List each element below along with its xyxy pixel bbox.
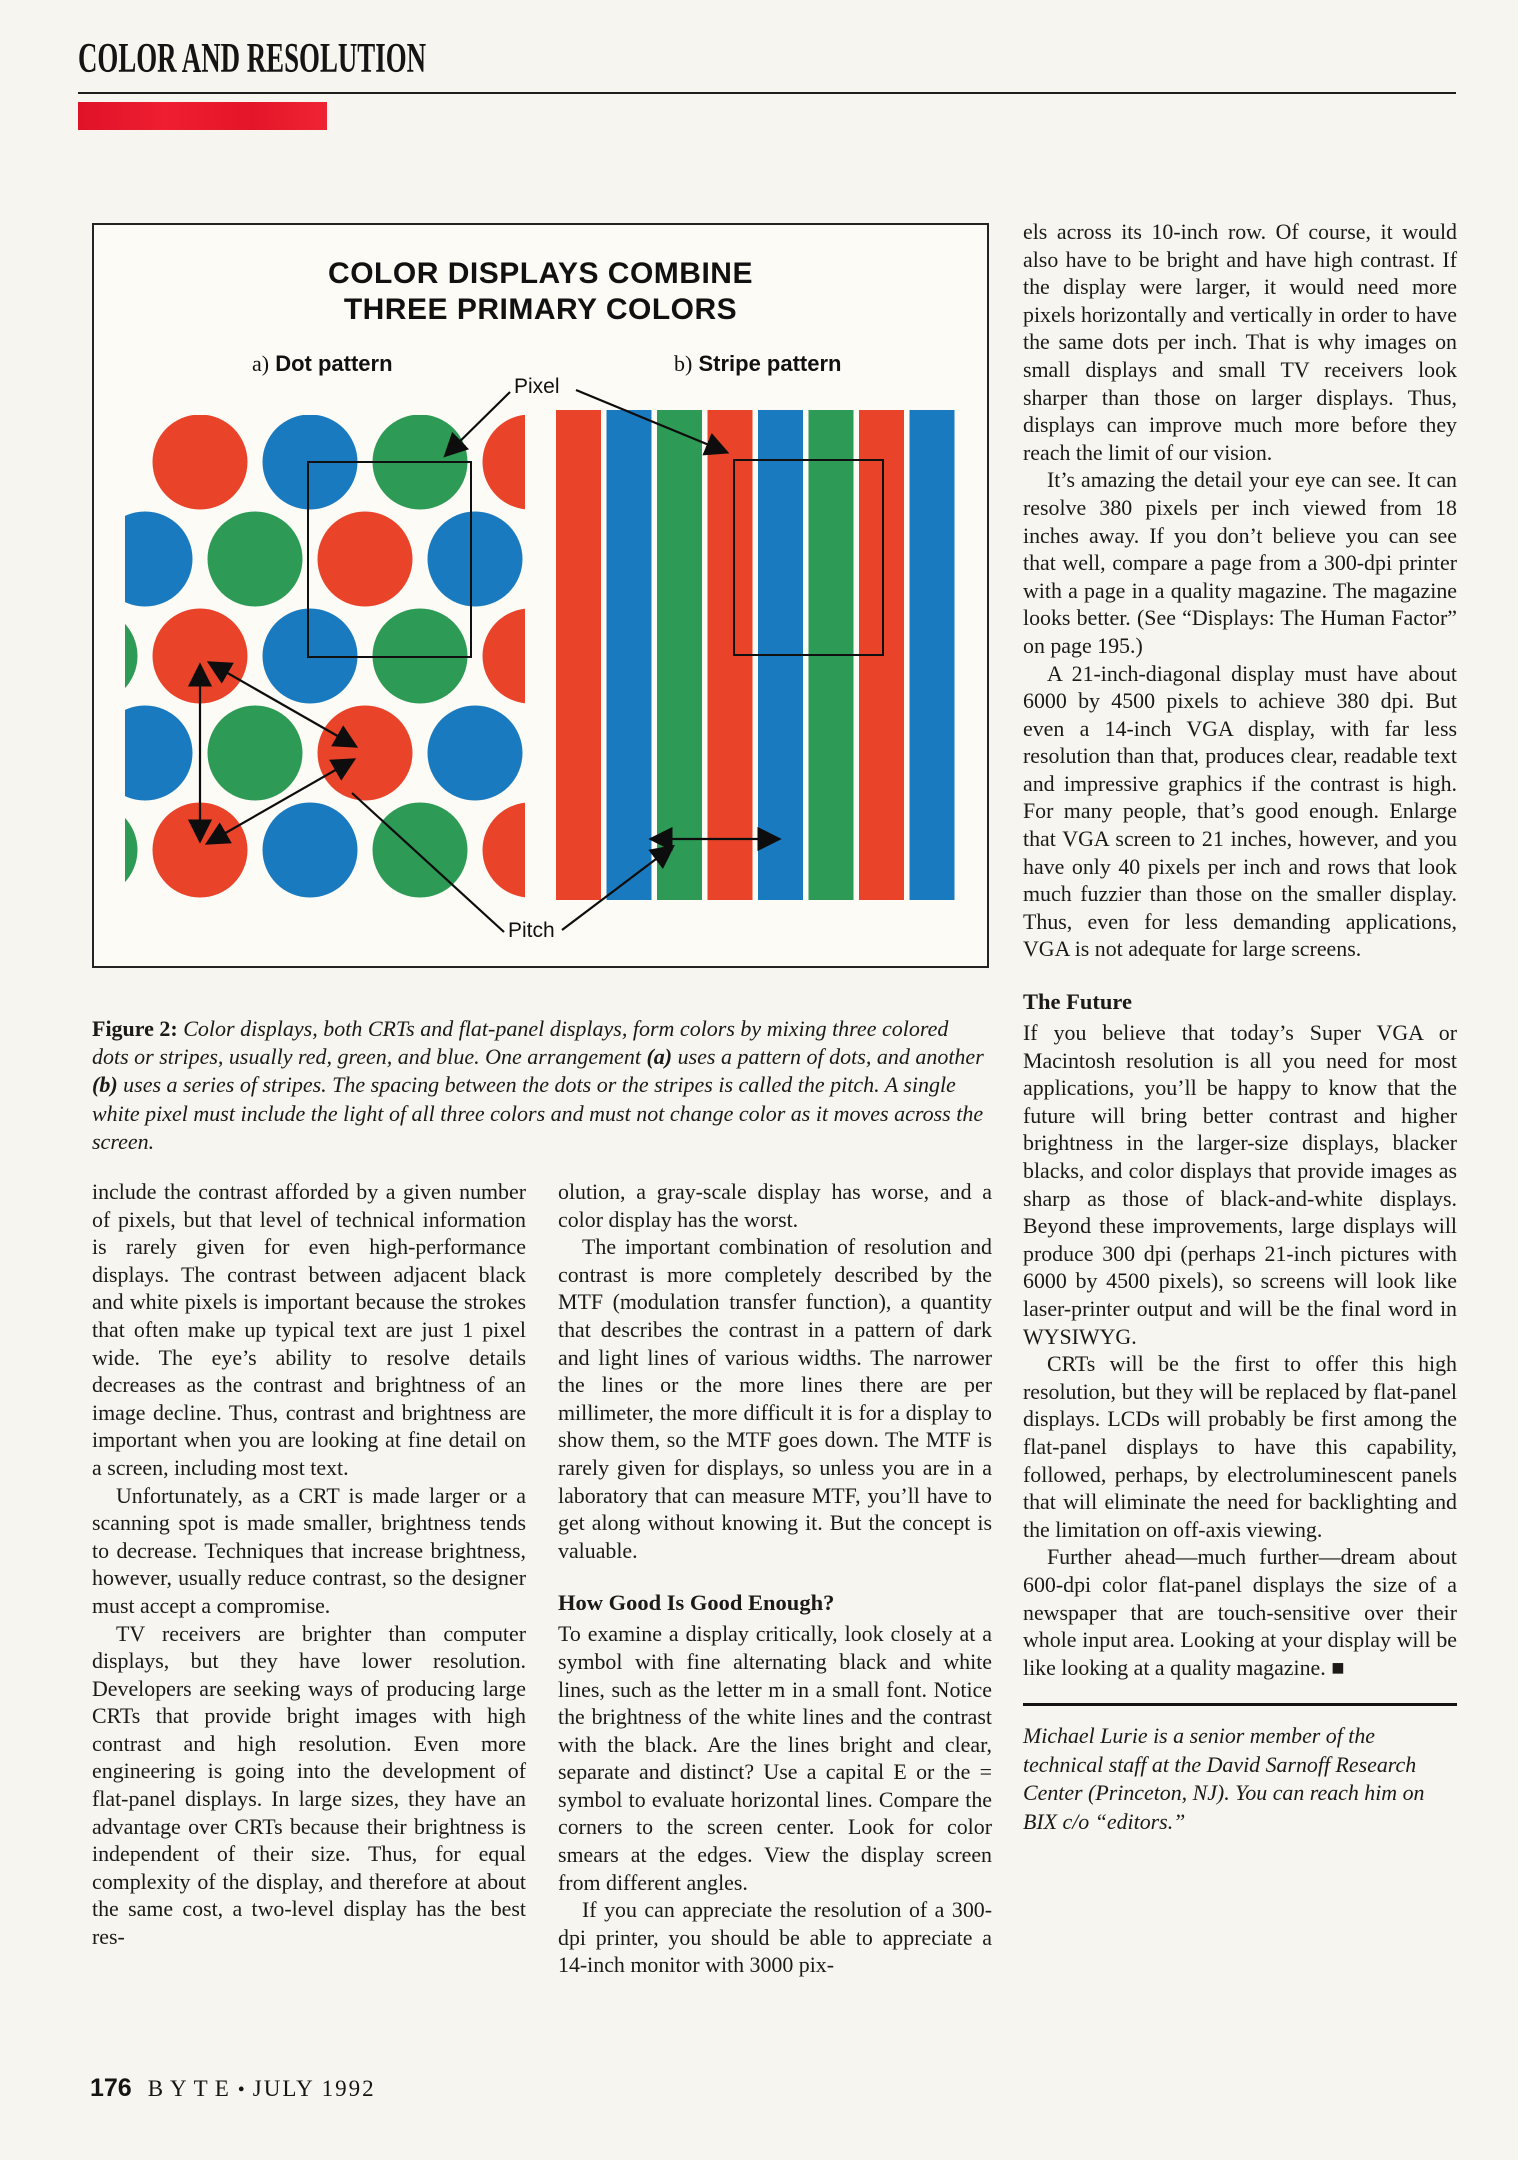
body-paragraph: include the contrast afforded by a given number of pixels, but that level of technical information is rarely given for even high-performance displays. The contrast between adjacent black and white pixels is important because the strokes that often make up typical text are just 1 pixel wide. The eye’s ability to resolve details decreases as the contrast and brightness of an image decline. Thus, contrast and brightness are important when you are looking at fine detail on a screen, including most text. [92, 1179, 526, 1480]
body-paragraph: Unfortunately, as a CRT is made larger or a scanning spot is made smaller, brightness tends to decrease. Techniques that increase brightness, however, usually reduce contrast, so the designer must accept a compromise. [92, 1482, 526, 1618]
section-heading: How Good Is Good Enough? [558, 1590, 835, 1616]
bio-divider [1023, 1703, 1457, 1706]
phosphor-dot [318, 706, 413, 801]
author-bio: Michael Lurie is a senior member of the technical staff at the David Sarnoff Research Center (Princeton, NJ). You can reach him on BIX c/o “editors.” [1023, 1723, 1425, 1834]
stripe-pattern-label-prefix: b) [674, 351, 693, 376]
body-paragraph: TV receivers are brighter than computer displays, but they have lower resolution. Developers are seeking ways of producing large CRTs that provide bright images with high contrast and high resolution. Even more engineering is going into the development of flat-panel displays. In large sizes, they have an advantage over CRTs because their brightness is independent of their size. Thus, for equal complexity of the display, and therefore at about the same cost, a two-level display has the best res- [92, 1620, 526, 1950]
body-paragraph: To examine a display critically, look closely at a symbol with fine alternating black and white lines, such as the letter m in a small font. Notice the brightness of the white lines and the contrast with the black. Are the lines bright and clear, separate and distinct? Use a capital E or the = symbol to evaluate horizontal lines. Compare the corners to the screen center. Look for color smears at the edges. View the display screen from different angles. [558, 1621, 992, 1895]
phosphor-dot [208, 706, 303, 801]
phosphor-stripe [556, 410, 601, 900]
phosphor-dot [98, 706, 193, 801]
page-footer [90, 2074, 376, 2103]
body-column-3 [1023, 218, 1457, 1836]
figure-2-graphic [94, 225, 987, 966]
body-paragraph: If you can appreciate the resolution of a 300-dpi printer, you should be able to appreciate a 14-inch monitor with 3000 pix- [558, 1897, 992, 1978]
phosphor-dot [208, 512, 303, 607]
dot-pattern-label [252, 351, 393, 377]
body-column-1 [92, 1178, 526, 1951]
body-paragraph: If you believe that today’s Super VGA or Macintosh resolution is all you need for most applications, you’ll be happy to know that the future will bring better contrast and higher brightness in the larger-size displays, blacker blacks, and color displays that provide images as sharp as those of black-and-white displays. Beyond these improvements, large displays will produce 300 dpi (perhaps 21-inch pictures with 6000 by 4500 pixels), so screens will look like laser-printer output and will be the final word in WYSIWYG. [1023, 1020, 1457, 1349]
phosphor-dot [94, 609, 138, 704]
issue-date: JULY 1992 [252, 2076, 376, 2101]
phosphor-dot [98, 512, 193, 607]
phosphor-dot [318, 512, 413, 607]
header-rule [78, 92, 1456, 94]
pixel-callout: Pixel [514, 375, 560, 398]
phosphor-dot [373, 803, 468, 898]
stripe-pattern-label [674, 351, 841, 377]
body-paragraph: olution, a gray-scale display has worse, and a color display has the worst. [558, 1179, 992, 1232]
body-paragraph: It’s amazing the detail your eye can see. It can resolve 380 pixels per inch viewed from 18 inches away. If you don’t believe you can see that well, compare a page from a 300-dpi printer with a page in a quality magazine. The magazine looks better. (See “Displays: The Human Factor” on page 195.) [1023, 467, 1457, 658]
header-accent-bar [78, 102, 327, 130]
phosphor-stripe [607, 410, 652, 900]
page-number: 176 [90, 2074, 132, 2102]
footer-bullet: • [237, 2079, 245, 2101]
body-paragraph: Further ahead—much further—dream about 600-dpi color flat-panel displays the size of a newspaper that are touch-sensitive over their whole input area. Looking at your display will be like looking at a quality magazine. ■ [1023, 1544, 1457, 1680]
figure-title [94, 256, 987, 328]
body-paragraph: The important combination of resolution and contrast is more completely described by the MTF (modulation transfer function), a quantity that describes the contrast in a pattern of dark and light lines of various widths. The narrower the lines or the more lines there are per millimeter, the more difficult it is for a display to show them, so the MTF goes down. The MTF is rarely given for displays, so unless you are in a laboratory that can measure MTF, you’ll have to get along without knowing it. But the concept is valuable. [558, 1234, 992, 1563]
section-heading: The Future [1023, 989, 1132, 1015]
phosphor-dot [153, 415, 248, 510]
dot-pattern-label-prefix: a) [252, 351, 270, 376]
phosphor-dot [263, 803, 358, 898]
phosphor-stripe [657, 410, 702, 900]
figure-2-panel [92, 223, 989, 968]
body-paragraph: CRTs will be the first to offer this high resolution, but they will be replaced by flat-panel displays. LCDs will probably be first among the flat-panel displays to have this capability, followed, perhaps, by electroluminescent panels that will eliminate the need for backlighting and the limitation on off-axis viewing. [1023, 1351, 1457, 1542]
magazine-name: BYTE [147, 2076, 236, 2101]
figure-caption: Figure 2: Color displays, both CRTs and flat-panel displays, form colors by mixing three colored dots or stripes, usually red, green, and blue. One arrangement (a) uses a pattern of dots, and another (b) uses a series of stripes. The spacing between the dots or the stripes is called the pitch. A single white pixel must include the light of all three colors and must not change color as it moves across the screen. [92, 1016, 984, 1154]
phosphor-dot [428, 706, 523, 801]
dot-pattern-label-text: Dot pattern [275, 351, 393, 376]
phosphor-stripe [910, 410, 955, 900]
body-paragraph: A 21-inch-diagonal display must have about 6000 by 4500 pixels to achieve 380 dpi. But even a 14-inch VGA display, with far less resolution than that, produces clear, readable text and impressive graphics if the contrast is high. For many people, that’s good enough. Enlarge that VGA screen to 21 inches, however, and you have only 40 pixels per inch and rows that look much fuzzier than those on the smaller display. Thus, even for less demanding applications, VGA is not adequate for large screens. [1023, 660, 1457, 962]
stripe-pattern-label-text: Stripe pattern [698, 351, 842, 376]
body-column-2 [558, 1178, 992, 1979]
body-paragraph: els across its 10-inch row. Of course, it would also have to be bright and have high contrast. If the display were larger, it would need more pixels horizontally and vertically in order to have the same dots per inch. That is why images on small displays and small TV receivers look sharper than those on larger displays. Thus, displays can improve much more before they reach the limit of our vision. [1023, 219, 1457, 465]
figure-title-line1: COLOR DISPLAYS COMBINE [328, 257, 753, 290]
pitch-callout: Pitch [508, 919, 555, 942]
figure-title-line2: THREE PRIMARY COLORS [343, 293, 738, 326]
phosphor-dot [94, 803, 138, 898]
phosphor-dot [428, 512, 523, 607]
figure-caption-label: Figure 2: [92, 1016, 178, 1041]
article-title: COLOR AND RESOLUTION [78, 36, 427, 82]
